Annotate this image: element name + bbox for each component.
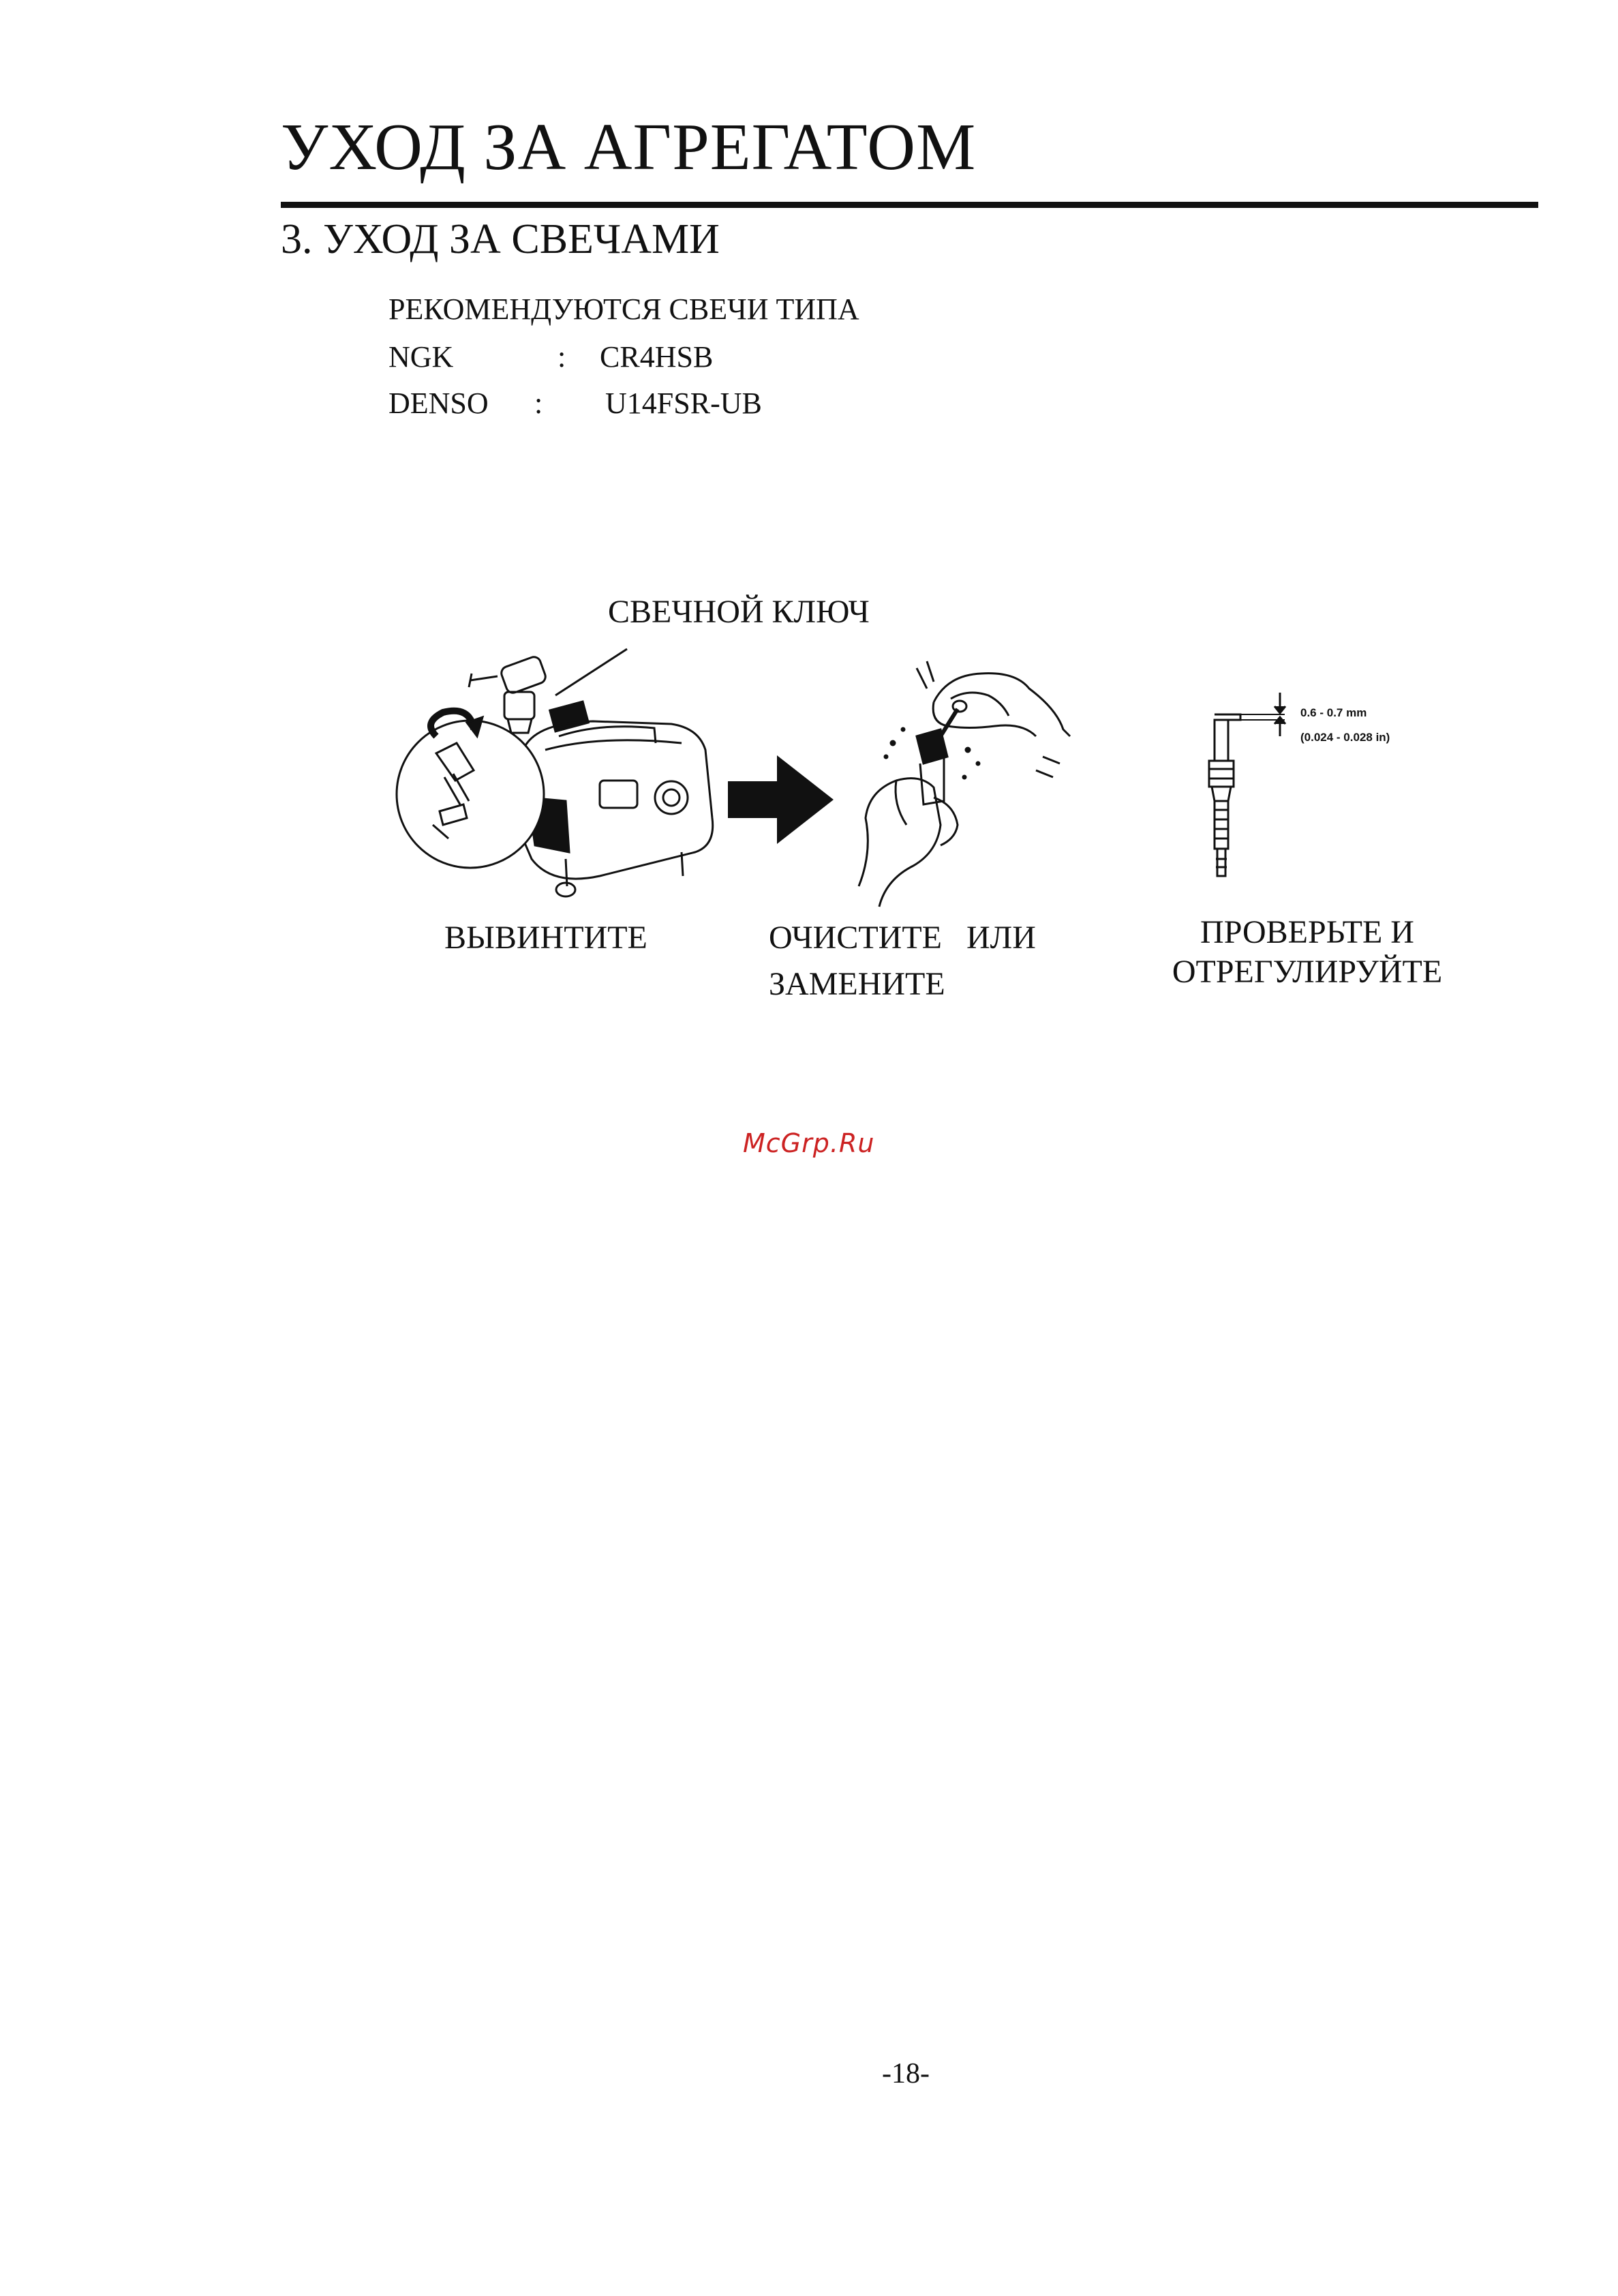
cleaning-illustration: [831, 661, 1084, 907]
step-unscrew-caption: ВЫВИНТИТЕ: [444, 920, 647, 956]
step-clean-caption-line2: ЗАМЕНИТЕ: [769, 966, 945, 1002]
step-check-caption-line2: ОТРЕГУЛИРУЙТЕ: [1172, 954, 1443, 990]
page-title: УХОД ЗА АГРЕГАТОМ: [281, 110, 977, 184]
plug-separator-denso: :: [534, 387, 543, 420]
wrench-label: СВЕЧНОЙ КЛЮЧ: [608, 594, 870, 630]
plug-model-denso: U14FSR-UB: [605, 387, 762, 420]
plug-model-ngk: CR4HSB: [600, 340, 714, 374]
plug-brand-ngk: NGK: [388, 340, 454, 374]
title-rule: [281, 202, 1538, 208]
plug-brand-denso: DENSO: [388, 387, 489, 420]
spark-plug-gap-illustration: [1200, 689, 1295, 893]
plug-separator-ngk: :: [558, 340, 566, 374]
section-title: 3. УХОД ЗА СВЕЧАМИ: [281, 216, 720, 262]
watermark: McGrp.Ru: [743, 1128, 875, 1158]
step-check-caption-line1: ПРОВЕРЬТЕ И: [1200, 914, 1414, 950]
page-number: -18-: [882, 2058, 930, 2089]
step-clean-caption-line1: ОЧИСТИТЕ ИЛИ: [769, 920, 1036, 956]
next-step-arrow-icon: [728, 755, 837, 844]
generator-illustration: [395, 641, 736, 913]
gap-inch-label: (0.024 - 0.028 in): [1300, 731, 1390, 744]
gap-mm-label: 0.6 - 0.7 mm: [1300, 706, 1367, 719]
recommend-label: РЕКОМЕНДУЮТСЯ СВЕЧИ ТИПА: [388, 292, 859, 326]
